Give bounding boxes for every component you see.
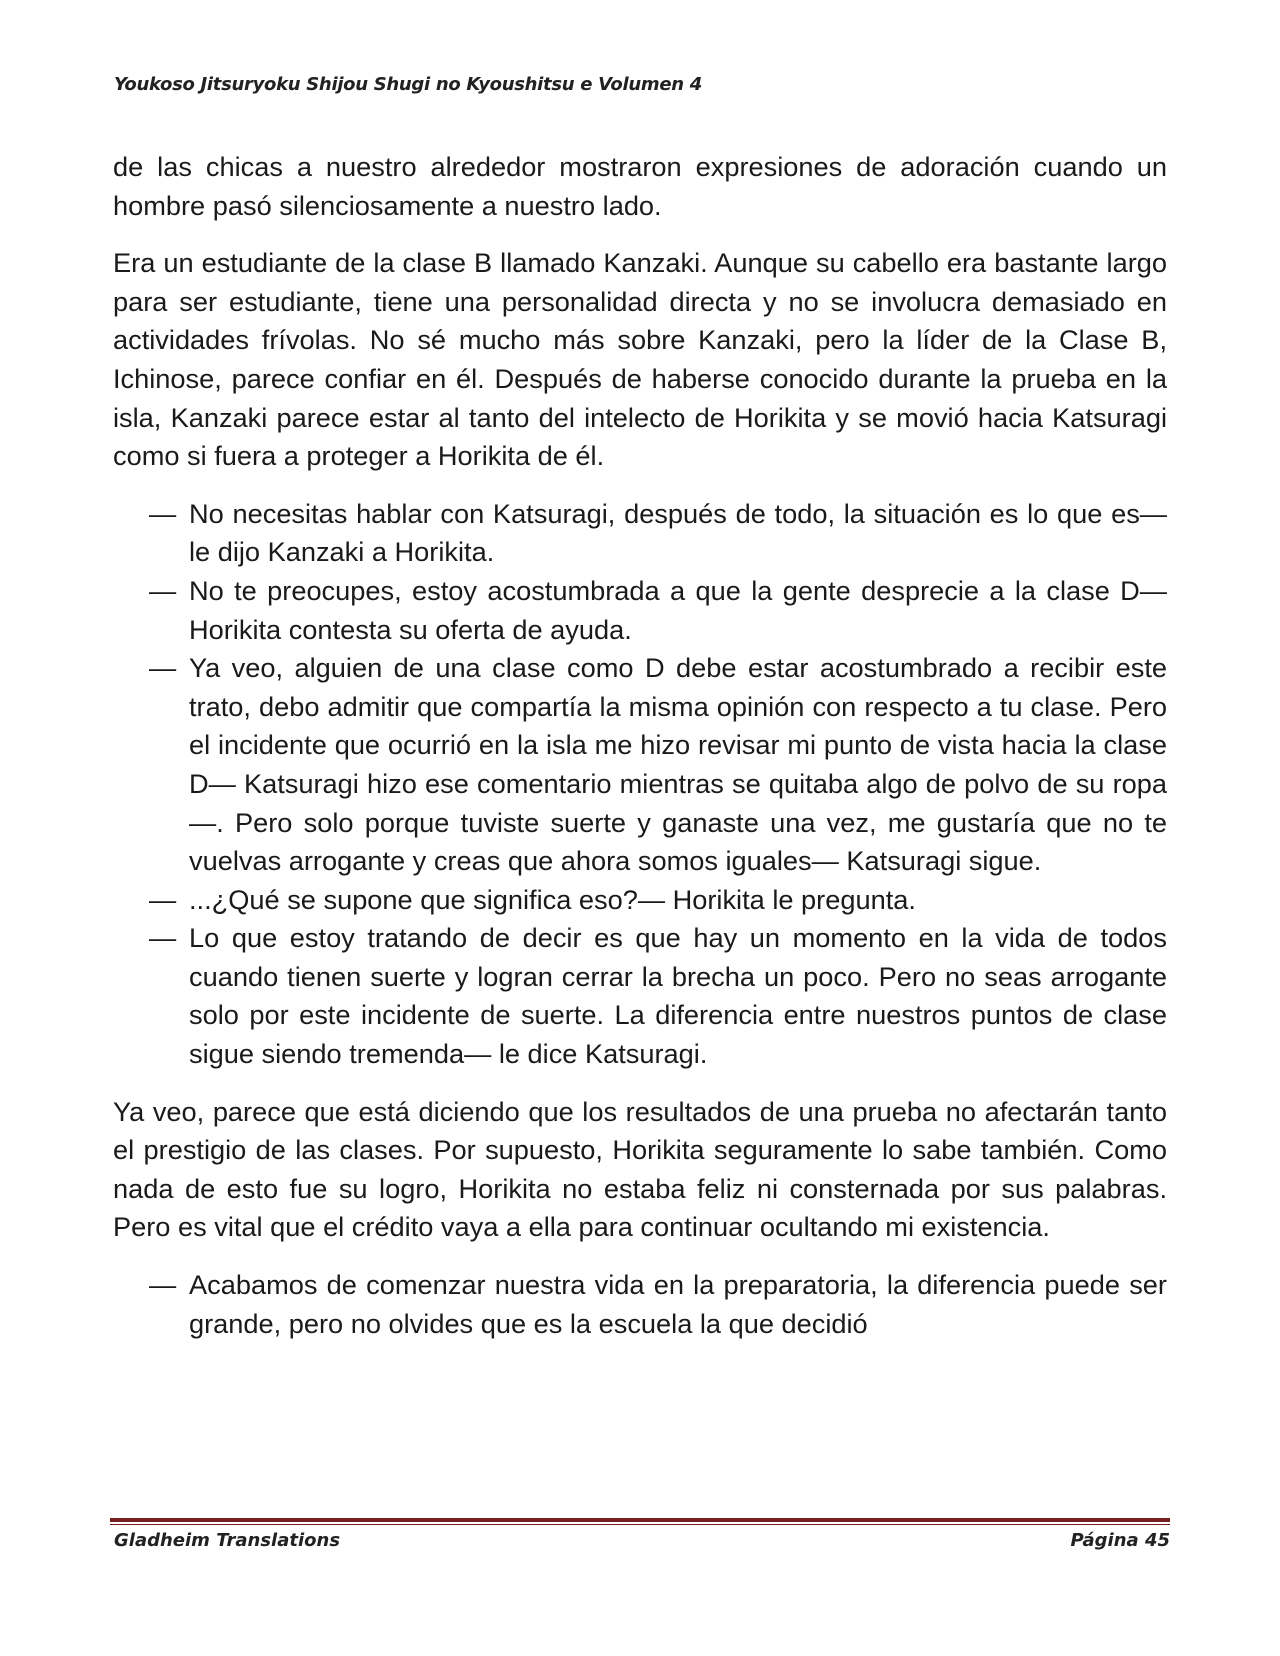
dialogue-line: — Lo que estoy tratando de decir es que hay un momento en la vida de todos cuando tienen suerte y logran cerrar la brecha un poco. Pero no seas arrogante solo por este incidente de suerte. La diferencia entre nuestros puntos de clase sigue siendo tremenda— le dice Katsuragi. xyxy=(113,919,1167,1073)
footer-rule xyxy=(110,1518,1170,1525)
dialogue-line: — Ya veo, alguien de una clase como D debe estar acostumbrado a recibir este trato, debo admitir que compartía la misma opinión con respecto a tu clase. Pero el incidente que ocurrió en la isla me hizo revisar mi punto de vista hacia la clase D— Katsuragi hizo ese comentario mientras se quitaba algo de polvo de su ropa—. Pero solo porque tuviste suerte y ganaste una vez, me gustaría que no te vuelvas arrogante y creas que ahora somos iguales— Katsuragi sigue. xyxy=(113,649,1167,881)
dialogue-dash: — xyxy=(149,497,177,529)
paragraph-3: Ya veo, parece que está diciendo que los resultados de una prueba no afectarán tanto el prestigio de las clases. Por supuesto, Horikita seguramente lo sabe también. Como nada de esto fue su logro, Horikita no estaba feliz ni consternada por sus palabras. Pero es vital que el crédito vaya a ella para continuar ocultando mi existencia. xyxy=(113,1095,1167,1243)
footer-credit: Gladheim Translations xyxy=(114,1530,341,1551)
page-body xyxy=(113,148,1167,1362)
dialogue-dash: — xyxy=(149,883,177,915)
dialogue-dash: — xyxy=(149,652,177,684)
dialogue-block-1 xyxy=(113,495,1167,1074)
dialogue-line: — ...¿Qué se supone que significa eso?— Horikita le pregunta. xyxy=(113,881,1167,920)
dialogue-line: — Acabamos de comenzar nuestra vida en la preparatoria, la diferencia puede ser grande, pero no olvides que es la escuela la que decidió xyxy=(113,1266,1167,1343)
running-header: Youkoso Jitsuryoku Shijou Shugi no Kyoushitsu e Volumen 4 xyxy=(114,74,702,95)
dialogue-line: — No te preocupes, estoy acostumbrada a que la gente desprecie a la clase D— Horikita contesta su oferta de ayuda. xyxy=(113,572,1167,649)
dialogue-line: — No necesitas hablar con Katsuragi, después de todo, la situación es lo que es— le dijo Kanzaki a Horikita. xyxy=(113,495,1167,572)
dialogue-dash: — xyxy=(149,574,177,606)
paragraph-2: Era un estudiante de la clase B llamado Kanzaki. Aunque su cabello era bastante largo para ser estudiante, tiene una personalidad directa y no se involucra demasiado en actividades frívolas. No sé mucho más sobre Kanzaki, pero la líder de la Clase B, Ichinose, parece confiar en él. Después de haberse conocido durante la prueba en la isla, Kanzaki parece estar al tanto del intelecto de Horikita y se movió hacia Katsuragi como si fuera a proteger a Horikita de él. xyxy=(113,247,1167,472)
dialogue-block-2 xyxy=(113,1266,1167,1343)
dialogue-dash: — xyxy=(149,922,177,954)
page-number: Página 45 xyxy=(1070,1530,1170,1551)
dialogue-dash: — xyxy=(149,1269,177,1301)
paragraph-1: de las chicas a nuestro alrededor mostraron expresiones de adoración cuando un hombre pasó silenciosamente a nuestro lado. xyxy=(113,151,1167,221)
